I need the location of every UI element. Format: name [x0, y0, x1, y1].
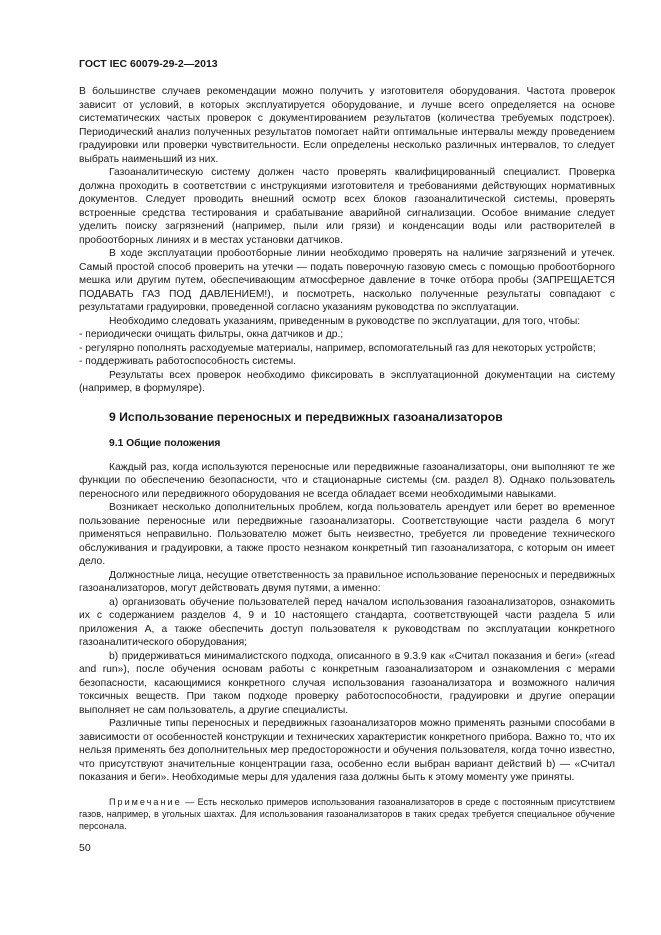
note-label: Примечание [109, 796, 182, 807]
results-paragraph: Результаты всех проверок необходимо фиксировать в эксплуатационной документации на систему (например, в формуляре). [79, 369, 615, 394]
section-paragraph-2: Возникает несколько дополнительных проблем, когда пользователь арендует или берет во временное пользование переносные или передвижные газоанализаторы. Соответствующие части раздела 6 могут применяться неправильно. Пользователю может быть неизвестно, требуется ли проведение технического обслуживания и градуировки, а также просто незнаком конкретный тип газоанализатора, с которым он имеет дело. [79, 502, 615, 567]
intro-paragraph-3: В ходе эксплуатации пробоотборные линии необходимо проверять на наличие загрязнений и утечек. Самый простой способ проверить на утечки — подать поверочную газовую смесь с помощью пробоотборного мешка или другим путем, обеспечивающим атмосферное давление в точке отбора пробы (ЗАПРЕЩАЕТСЯ ПОДАВАТЬ ГАЗ ПОД ДАВЛЕНИЕМ!), и посмотреть, насколько полученные результаты совпадают с результатами градуировки, проведенной согласно указаниям руководства по эксплуатации. [79, 248, 615, 313]
document-code: ГОСТ IEC 60079-29-2—2013 [79, 58, 218, 70]
section-paragraph-3: Должностные лица, несущие ответственность за правильное использование переносных и передвижных газоанализаторов, могут действовать двумя путями, а именно: [79, 569, 615, 594]
intro-paragraph-1: В большинстве случаев рекомендации можно получить у изготовителя оборудования. Частота проверок зависит от условий, в которых эксплуатируется оборудование, и лучше всего определяется на основе систематических частых проверок с документированием результатов (количества требуемых подстроек). Периодический анализ полученных результатов помогает найти оптимальные интервалы между проведением градуировки или проверки чувствительности. Если определены несколько различных интервалов, то следует выбрать наименьший из них. [79, 86, 615, 165]
intro-paragraph-4: Необходимо следовать указаниям, приведенным в руководстве по эксплуатации, для того, чтобы: [109, 315, 581, 327]
section-paragraph-6: Различные типы переносных и передвижных газоанализаторов можно применять разными способами в зависимости от особенностей конструкции и технических характеристик конкретного прибора. Важно то, что их нельзя применять без дополнительных мер предосторожности и обучения пользователя, когда точно известно, что присутствуют значительные концентрации газа, особенно если выбран вариант действий b) — «Считал показания и беги». Необходимые меры для удаления газа должны быть к этому моменту уже приняты. [79, 718, 615, 783]
document-body [79, 85, 615, 832]
page-number: 50 [79, 842, 91, 854]
note [79, 796, 615, 832]
note-text: — Есть несколько примеров использования газоанализаторов в среде с постоянным присутствием газов, например, в угольных шахтах. Для использования газоанализаторов в таких средах требуется специальное обучение персонала. [79, 796, 615, 831]
section-item-b: b) придерживаться минималистского подхода, описанного в 9.3.9 как «Считал показания и беги» («read and run»), после обучения основам работы с конкретным газоанализатором и ознакомления с мерами безопасности, касающимися конкретного случая использования газоанализатора и возможного наличия токсичных веществ. При таком подходе проверку работоспособности, градуировки и другие операции выполняет не сам пользователь, а другие специалисты. [79, 650, 615, 716]
list-item: - поддерживать работоспособность системы. [79, 356, 297, 367]
section-heading: 9 Использование переносных и передвижных газоанализаторов [109, 409, 503, 424]
list-item: - регулярно пополнять расходуемые материалы, например, вспомогательный газ для некоторых устройств; [79, 342, 596, 354]
list-item: - периодически очищать фильтры, окна датчиков и др.; [79, 329, 344, 340]
section-item-a: а) организовать обучение пользователей перед началом использования газоанализаторов, ознакомить их с содержанием разделов 4, 9 и 10 настоящего стандарта, соответствующей части раздела 5 или приложения А, а также обеспечить доступ пользователя к руководствам по эксплуатации конкретного газоаналитического оборудования; [79, 596, 615, 648]
section-paragraph-1: Каждый раз, когда используются переносные или передвижные газоанализаторы, они выполняют те же функции по обеспечению безопасности, что и стационарные системы (см. раздел 8). Однако пользователь переносного или передвижного оборудования не всегда обладает всеми необходимыми навыками. [79, 461, 615, 500]
intro-paragraph-2: Газоаналитическую систему должен часто проверять квалифицированный специалист. Проверка должна проходить в соответствии с инструкциями изготовителя и требованиями действующих нормативных документов. Следует проводить внешний осмотр всех блоков газоаналитической системы, проверять встроенные средства тестирования и срабатывание аварийной сигнализации. Особое внимание следует уделить поиску загрязнений (например, пыли или грязи) и конденсации воды или растворителей в пробоотборных линиях и в местах установки датчиков. [79, 167, 615, 246]
subsection-heading: 9.1 Общие положения [109, 437, 221, 449]
